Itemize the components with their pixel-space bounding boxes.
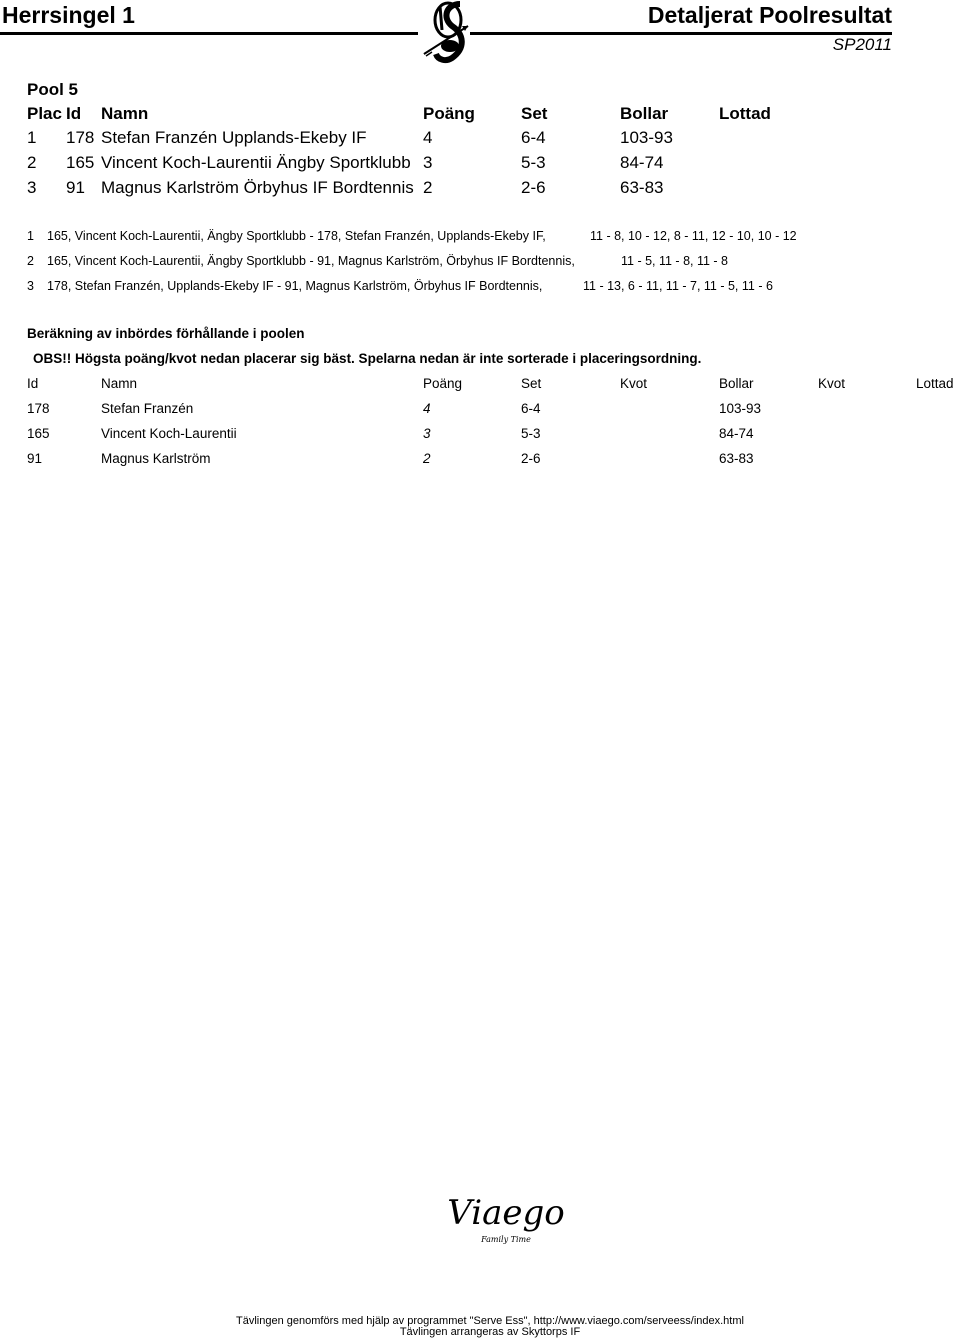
pool-row-poang: 3	[423, 153, 433, 172]
cmp-row-namn: Vincent Koch-Laurentii	[101, 426, 237, 441]
pool-row-bollar: 103-93	[620, 128, 673, 147]
pool-row-id: 91	[66, 178, 85, 197]
comparison-note: OBS!! Högsta poäng/kvot nedan placerar sig bäst. Spelarna nedan är inte sorterade i placeringsordning.	[33, 351, 702, 366]
svg-text:Viaego: Viaego	[447, 1193, 565, 1233]
pool-row-plac: 2	[27, 153, 37, 172]
cmp-row-bollar: 103-93	[719, 401, 762, 416]
pool-row-namn: Magnus Karlström Örbyhus IF Bordtennis	[101, 178, 414, 197]
viaego-logo	[447, 1190, 565, 1252]
cmp-row-bollar: 84-74	[719, 426, 754, 441]
tournament-code: SP2011	[832, 35, 892, 54]
pool-row-id: 165	[66, 153, 95, 172]
pool-header-bollar: Bollar	[620, 104, 669, 123]
match-result: 11 - 8, 10 - 12, 8 - 11, 12 - 10, 10 - 12	[590, 229, 797, 243]
cmp-header-lottad: Lottad	[916, 376, 954, 391]
cmp-header-poang: Poäng	[423, 376, 463, 391]
cmp-header-namn: Namn	[101, 376, 138, 391]
pool-row-plac: 1	[27, 128, 37, 147]
cmp-header-kvot-bollar: Kvot	[818, 376, 846, 391]
pool-header-set: Set	[521, 104, 548, 123]
cmp-row-poang: 3	[423, 426, 431, 441]
pool-row-bollar: 63-83	[620, 178, 664, 197]
cmp-row-id: 91	[27, 451, 43, 466]
match-number: 3	[27, 279, 34, 293]
pool-header-id: Id	[66, 104, 82, 123]
cmp-row-namn: Stefan Franzén	[101, 401, 194, 416]
pool-row-id: 178	[66, 128, 95, 147]
cmp-row-id: 178	[27, 401, 50, 416]
pool-header-lottad: Lottad	[719, 104, 771, 123]
cmp-row-set: 5-3	[521, 426, 541, 441]
comparison-title: Beräkning av inbördes förhållande i poolen	[27, 326, 305, 341]
cmp-header-id: Id	[27, 376, 39, 391]
svg-text:Family Time: Family Time	[481, 1235, 531, 1244]
pool-header-namn: Namn	[101, 104, 149, 123]
cmp-header-set: Set	[521, 376, 542, 391]
pool-row-set: 6-4	[521, 128, 546, 147]
cmp-header-kvot-set: Kvot	[620, 376, 648, 391]
pool-row-poang: 4	[423, 128, 433, 147]
cmp-row-set: 2-6	[521, 451, 541, 466]
page-title: Herrsingel 1	[2, 2, 135, 28]
pool-row-namn: Vincent Koch-Laurentii Ängby Sportklubb	[101, 153, 411, 172]
cmp-row-bollar: 63-83	[719, 451, 754, 466]
match-players: 165, Vincent Koch-Laurentii, Ängby Sportklubb - 91, Magnus Karlström, Örbyhus IF Bordtennis,	[47, 254, 575, 268]
pool-row-set: 2-6	[521, 178, 546, 197]
match-result: 11 - 13, 6 - 11, 11 - 7, 11 - 5, 11 - 6	[583, 279, 773, 293]
footer-program-note: Tävlingen genomförs med hjälp av programmet "Serve Ess", http://www.viaego.com/serveess/index.html	[236, 1315, 744, 1327]
header-rule-right	[470, 32, 892, 35]
cmp-row-poang: 4	[423, 401, 431, 416]
match-players: 178, Stefan Franzén, Upplands-Ekeby IF - 91, Magnus Karlström, Örbyhus IF Bordtennis,	[47, 279, 543, 293]
pool-title: Pool 5	[27, 80, 79, 99]
pool-header-plac: Plac	[27, 104, 62, 123]
pool-row-namn: Stefan Franzén Upplands-Ekeby IF	[101, 128, 367, 147]
pool-row-plac: 3	[27, 178, 37, 197]
match-number: 1	[27, 229, 34, 243]
match-number: 2	[27, 254, 34, 268]
header-rule-left	[0, 32, 418, 35]
cmp-header-bollar: Bollar	[719, 376, 754, 391]
match-result: 11 - 5, 11 - 8, 11 - 8	[621, 254, 729, 268]
cmp-row-namn: Magnus Karlström	[101, 451, 211, 466]
cmp-row-set: 6-4	[521, 401, 541, 416]
pool-row-set: 5-3	[521, 153, 546, 172]
pool-row-poang: 2	[423, 178, 433, 197]
pool-header-poang: Poäng	[423, 104, 475, 123]
match-players: 165, Vincent Koch-Laurentii, Ängby Sportklubb - 178, Stefan Franzén, Upplands-Ekeby IF,	[47, 229, 546, 243]
club-logo-icon	[420, 0, 476, 64]
footer-organizer: Tävlingen arrangeras av Skyttorps IF	[399, 1326, 581, 1338]
report-title: Detaljerat Poolresultat	[647, 2, 892, 28]
cmp-row-id: 165	[27, 426, 50, 441]
cmp-row-poang: 2	[423, 451, 431, 466]
pool-row-bollar: 84-74	[620, 153, 664, 172]
